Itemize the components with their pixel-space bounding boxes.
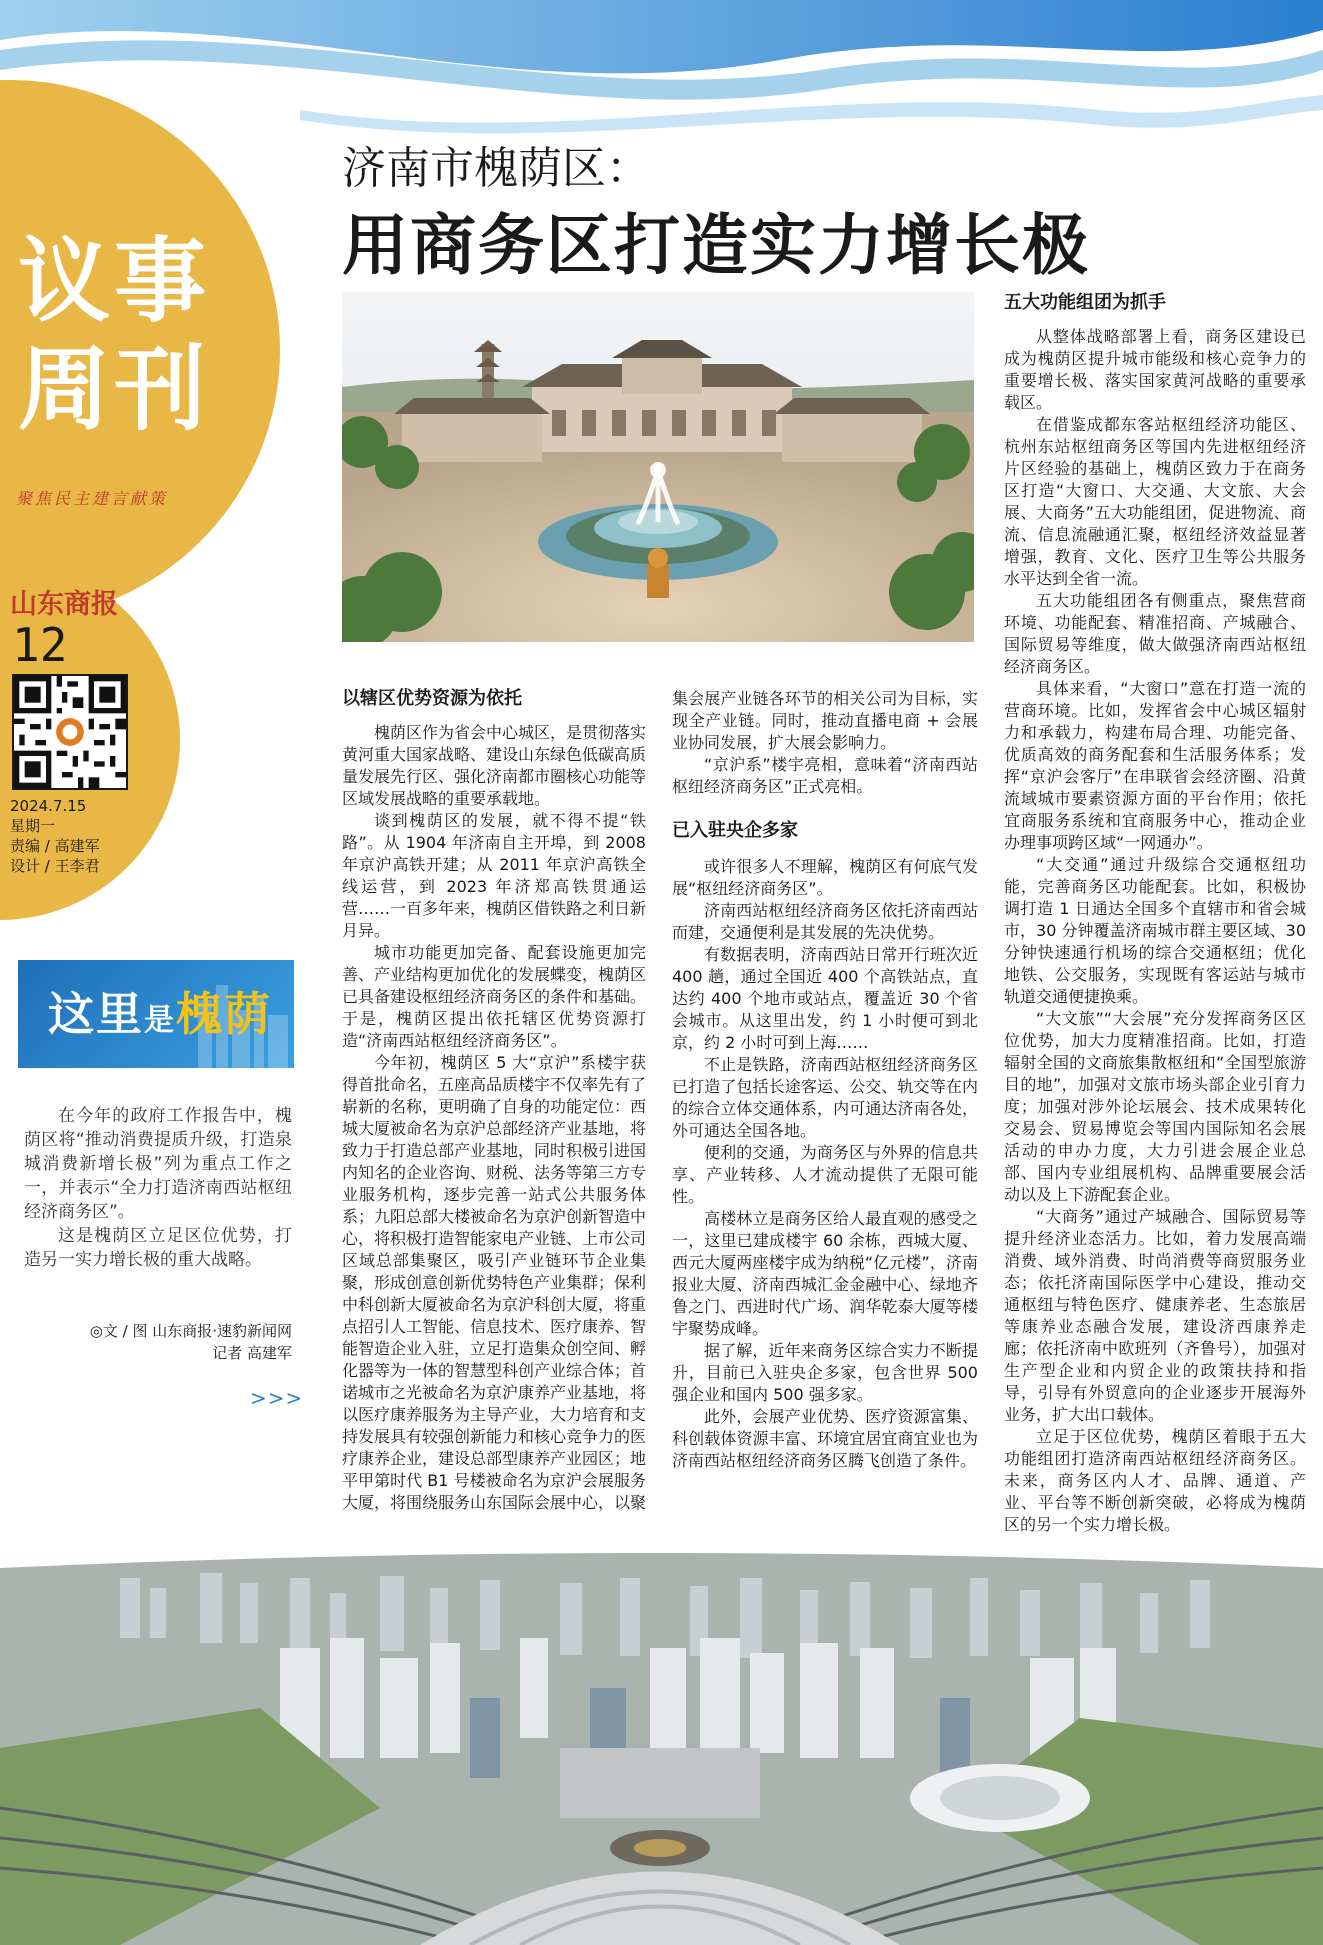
- article-paragraph: 今年初，槐荫区 5 大“京沪”系楼宇获得首批命名，五座高品质楼宇不仅率先有了崭新的名称，更明确了自身的功能定位：西城大厦被命名为京沪总部经济产业基地，将致力于打造总部产业基地，同时积极引进国内知名的企业咨询、财税、法务等第三方专业服务机构，逐步完善一站式公共服务体系；九阳总部大楼被命名为京沪创新智造中心，将积极打造智能家电产业链、上市公司区域总部集聚区，吸引产业链环节企业集聚，形成创意创新优势特色产业集群；保利中科创新大厦被命名为京沪科创大厦，将重点招引人工智能、信息技术、医疗康养、智能智造企业入驻，立足打造集众创空间、孵化器等为一体的智慧型科创产业综合体；首诺城市之光被命名为京沪康养产业基地，将以医疗康养服务为主导产业，大力培育和支持发展具有较强创新能力和核心竞争力的医疗康养企业，建设总部型康养产业园区；地平甲第时代 B1 号楼被命名为京沪会展服务大厦，将围绕服务山东国际会展中心，以聚: [342, 1053, 647, 1512]
- article-paragraph: 便利的交通，为商务区与外界的信息共享、产业转移、人才流动提供了无限可能性。: [672, 1143, 978, 1206]
- issue-date: 2024.7.15: [10, 797, 87, 815]
- plaza-fountain-photo: [342, 292, 974, 642]
- top-wave-decoration: [0, 0, 1323, 150]
- issue-designer: 设计 / 王李君: [10, 857, 100, 875]
- article-paragraph: 济南西站枢纽经济商务区依托济南西站而建，交通便利是其发展的先决优势。: [672, 901, 978, 942]
- lead-summary: [24, 1104, 292, 1272]
- section-heading-soe: 已入驻央企多家: [672, 820, 798, 841]
- article-paragraph: 槐荫区作为省会中心城区，是贯彻落实黄河重大国家战略、建设山东绿色低碳高质量发展先行区、强化济南都市圈核心功能等区域发展战略的重要承载地。: [342, 723, 647, 808]
- paper-name: 山东商报: [10, 589, 118, 620]
- article-column-1: [342, 688, 646, 1514]
- article-paragraph: 立足于区位优势，槐荫区着眼于五大功能组团打造济南西站枢纽经济商务区。未来，商务区内人才、品牌、通道、产业、平台等不断创新突破，必将成为槐荫区的另一个实力增长极。: [1004, 1427, 1306, 1534]
- article-paragraph: “大文旅”“大会展”充分发挥商务区区位优势，加大力度精准招商。比如，打造辐射全国的文商旅集散枢纽和“全国型旅游目的地”，加强对文旅市场头部企业引育力度；加强对涉外论坛展会、技术成果转化交易会、贸易博览会等国内国际知名会展活动的申办力度，大力引进会展企业总部、国内专业组展机构、品牌重要展会活动以及上下游配套企业。: [1004, 1009, 1306, 1204]
- banner-text-part3: 槐荫: [176, 987, 272, 1041]
- article-column-2: [672, 688, 978, 1472]
- article-column-3: [1004, 292, 1306, 1536]
- article-paragraph: 五大功能组团各有侧重点，聚焦营商环境、功能配套、精准招商、产城融合、国际贸易等维度，做大做强济南西站枢纽经济商务区。: [1004, 591, 1306, 676]
- masthead-slogan: 聚焦民主建言献策: [16, 489, 169, 508]
- article-paragraph: 此外，会展产业优势、医疗资源富集、科创载体资源丰富、环境宜居宜商宜业也为济南西站枢纽经济商务区腾飞创造了条件。: [672, 1407, 978, 1470]
- issue-editor: 责编 / 高建军: [10, 837, 100, 855]
- byline-reporter: 记者 高建军: [212, 1344, 292, 1362]
- lead-paragraph: 这是槐荫区立足区位优势，打造另一实力增长极的重大战略。: [24, 1226, 292, 1270]
- page-number: 12: [12, 618, 68, 672]
- article-paragraph: “京沪系”楼宇亮相，意味着“济南西站枢纽经济商务区”正式亮相。: [672, 755, 978, 796]
- article-paragraph: 不止是铁路，济南西站枢纽经济商务区已打造了包括长途客运、公交、轨交等在内的综合立体交通体系，内可通达济南各处，外可通达全国各地。: [672, 1055, 978, 1140]
- byline-source: ◎文 / 图 山东商报·速豹新闻网: [89, 1322, 292, 1340]
- aerial-station-photo: [0, 1548, 1323, 1945]
- article-paragraph: 高楼林立是商务区给人最直观的感受之一，这里已建成楼宇 60 余栋，西城大厦、西元大厦两座楼宇成为纳税“亿元楼”，济南报业大厦、济南西城汇金金融中心、绿地齐鲁之门、西进时代广场、润华乾泰大厦等楼宇聚势成峰。: [672, 1209, 978, 1338]
- section-heading-advantages: 以辖区优势资源为依托: [342, 688, 522, 709]
- byline: [24, 1320, 292, 1364]
- banner-text: [48, 978, 272, 1044]
- masthead-title-line1: 议事: [18, 228, 211, 335]
- section-banner: [18, 960, 294, 1068]
- article-paragraph: 在借鉴成都东客站枢纽经济功能区、杭州东站枢纽商务区等国内先进枢纽经济片区经验的基础上，槐荫区致力于在商务区打造“大窗口、大交通、大文旅、大会展、大商务”五大功能组团，促进物流、商流、信息流融通汇聚，枢纽经济效益显著增强，教育、文化、医疗卫生等公共服务水平达到全省一流。: [1004, 415, 1306, 588]
- article-paragraph: 具体来看，“大窗口”意在打造一流的营商环境。比如，发挥省会中心城区辐射力和承载力，构建布局合理、功能完备、优质高效的商务配套和生活服务体系；发挥“京沪会客厅”在串联省会经济圈、沿黄流域城市要素资源方面的平台作用；依托宜商服务系统和宜商服务中心，推动企业办理事项跨区域“一网通办”。: [1004, 679, 1306, 852]
- qr-code-icon[interactable]: [12, 674, 128, 790]
- article-paragraph: “大交通”通过升级综合交通枢纽功能，完善商务区功能配套。比如，积极协调打造 1 日通达全国多个直辖市和省会城市，30 分钟覆盖济南城市群主要区域、30 分钟快速通行机场的综合交通枢纽；优化地铁、公交服务，实现既有客运站与城市轨道交通便捷换乘。: [1004, 855, 1306, 1006]
- article-paragraph: “大商务”通过产城融合、国际贸易等提升经济业态活力。比如，着力发展高端消费、域外消费、时尚消费等商贸服务业态；依托济南国际医学中心建设，推动交通枢纽与特色医疗、健康养老、生态旅居等康养业态融合发展，建设济西康养走廊；依托济南中欧班列（齐鲁号），加强对生产型企业和内贸企业的政策扶持和指导，引导有外贸意向的企业逐步开展海外业务，扩大出口载体。: [1004, 1207, 1306, 1424]
- article-paragraph: 从整体战略部署上看，商务区建设已成为槐荫区提升城市能级和核心竞争力的重要增长极、落实国家黄河战略的重要承载区。: [1004, 327, 1306, 412]
- headline-main: 用商务区打造实力增长极: [342, 207, 1090, 284]
- banner-text-part1: 这里: [48, 987, 144, 1041]
- more-arrow-icon[interactable]: >>>: [250, 1386, 304, 1410]
- issue-weekday: 星期一: [10, 817, 56, 835]
- article-paragraph: 有数据表明，济南西站日常开行班次近 400 趟，通过全国近 400 个高铁站点，直达约 400 个地市或站点，覆盖近 30 个省会城市。从这里出发，约 1 小时便可到北京，约 2 小时可到上海……: [672, 945, 978, 1052]
- masthead-title-line2: 周刊: [18, 336, 211, 443]
- section-heading-five-groups: 五大功能组团为抓手: [1004, 292, 1166, 313]
- headline-kicker: 济南市槐荫区：: [342, 143, 650, 194]
- article-paragraph: 谈到槐荫区的发展，就不得不提“铁路”。从 1904 年济南自主开埠，到 2008 年京沪高铁开建；从 2011 年京沪高铁全线运营，到 2023 年济郑高铁贯通运营……一百多年来，槐荫区借铁路之利日新月异。: [342, 811, 647, 940]
- issue-meta: [10, 796, 100, 876]
- banner-text-part2: 是: [144, 1003, 176, 1038]
- article-paragraph: 城市功能更加完备、配套设施更加完善、产业结构更加优化的发展蝶变，槐荫区已具备建设枢纽经济商务区的条件和基础。于是，槐荫区提出依托辖区优势资源打造“济南西站枢纽经济商务区”。: [342, 943, 647, 1050]
- masthead-title: [18, 228, 238, 444]
- article-paragraph: 集会展产业链各环节的相关公司为目标，实现全产业链。同时，推动直播电商 + 会展业协同发展，扩大展会影响力。: [672, 689, 978, 752]
- article-paragraph: 或许很多人不理解，槐荫区有何底气发展“枢纽经济商务区”。: [672, 857, 978, 898]
- lead-paragraph: 在今年的政府工作报告中，槐荫区将“推动消费提质升级，打造泉城消费新增长极”列为重点工作之一，并表示“全力打造济南西站枢纽经济商务区”。: [24, 1106, 292, 1222]
- article-paragraph: 据了解，近年来商务区综合实力不断提升，目前已入驻央企多家，包含世界 500 强企业和国内 500 强多家。: [672, 1341, 978, 1404]
